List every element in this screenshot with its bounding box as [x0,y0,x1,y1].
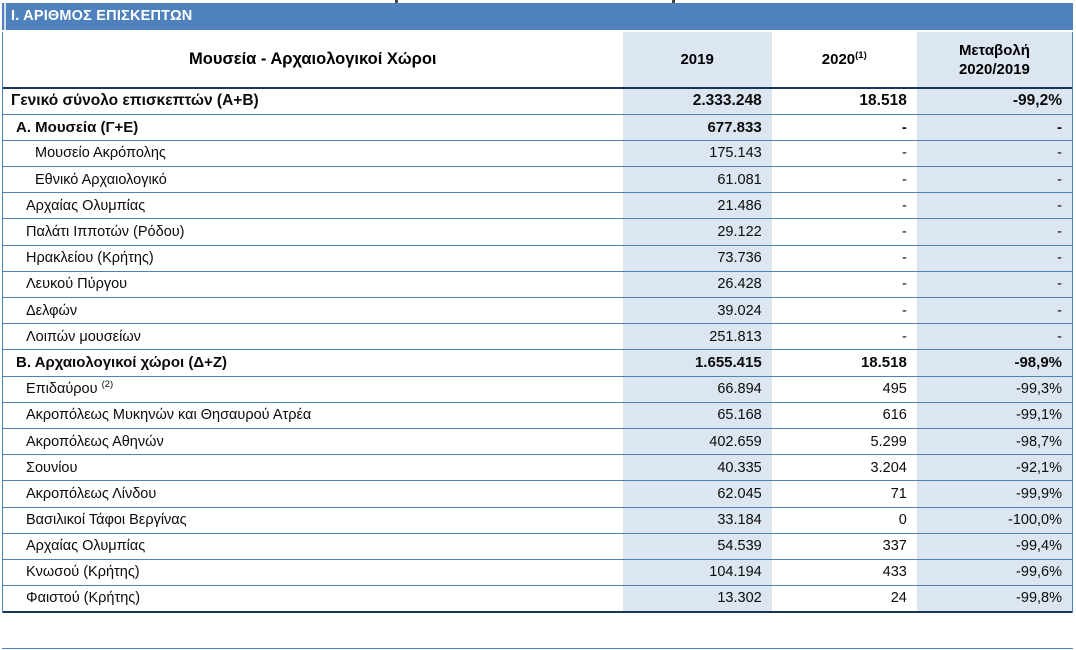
value-2019-cell: 2.333.248 [623,88,772,114]
value-2019-cell: 104.194 [623,559,772,585]
site-name: Κνωσού (Κρήτης) [26,564,140,581]
site-name-cell [3,140,623,166]
table-row [3,586,1072,612]
table-row [3,193,1072,219]
value-2019-cell: 402.659 [623,428,772,454]
site-name: Επιδαύρου [26,381,102,398]
change-percent-cell: -99,2% [917,88,1072,114]
footnote-1-marker: (1) [855,50,867,61]
value-2020-cell: - [772,167,917,193]
site-name: Μουσείο Ακρόπολης [35,145,166,162]
value-2020-cell: 18.518 [772,350,917,376]
site-name-cell [3,402,623,428]
column-header-change [917,32,1072,88]
table-row [3,219,1072,245]
table-row [3,167,1072,193]
value-2020-cell: - [772,114,917,140]
value-2020-cell: 495 [772,376,917,402]
table-row [3,533,1072,559]
change-percent-cell: - [917,167,1072,193]
site-name-cell [3,324,623,350]
section-title: Ι. ΑΡΙΘΜΟΣ ΕΠΙΣΚΕΠΤΩΝ [11,8,193,24]
value-2019-cell: 40.335 [623,455,772,481]
site-name: Β. Αρχαιολογικοί χώροι (Δ+Ζ) [16,354,228,372]
value-2020-cell: - [772,298,917,324]
site-name-cell [3,455,623,481]
table-row [3,245,1072,271]
value-2019-cell: 21.486 [623,193,772,219]
site-name-cell [3,271,623,297]
change-percent-cell: -99,1% [917,402,1072,428]
section-title-bar [2,3,1073,30]
value-2019-cell: 1.655.415 [623,350,772,376]
value-2020-cell: 18.518 [772,88,917,114]
table-body [3,88,1072,612]
year-2020-label: 2020 [821,51,856,68]
table-row [3,324,1072,350]
table-header [3,32,1072,88]
table-row [3,88,1072,114]
table-row [3,376,1072,402]
value-2020-cell: - [772,219,917,245]
change-percent-cell: - [917,140,1072,166]
site-name: Σουνίου [26,459,78,476]
value-2019-cell: 13.302 [623,586,772,612]
change-label-line1: Μεταβολή [958,41,1030,59]
site-name: Φαιστού (Κρήτης) [26,590,141,607]
site-name-cell [3,219,623,245]
table-row [3,350,1072,376]
site-name: Αρχαίας Ολυμπίας [26,197,146,214]
site-name-cell [3,376,623,402]
change-percent-cell: -99,6% [917,559,1072,585]
value-2019-cell: 73.736 [623,245,772,271]
column-header-2020 [772,32,917,88]
value-2019-cell: 26.428 [623,271,772,297]
site-name-cell [3,350,623,376]
table-row [3,114,1072,140]
value-2020-cell: 24 [772,586,917,612]
change-percent-cell: - [917,114,1072,140]
table-row [3,402,1072,428]
site-name-cell [3,298,623,324]
value-2020-cell: - [772,324,917,350]
site-name: Α. Μουσεία (Γ+Ε) [16,118,139,136]
year-2019-label: 2019 [680,51,714,68]
table-row [3,140,1072,166]
change-percent-cell: -99,4% [917,533,1072,559]
value-2019-cell: 39.024 [623,298,772,324]
table-row [3,507,1072,533]
change-percent-cell: -100,0% [917,507,1072,533]
site-name-cell [3,428,623,454]
change-label-line2: 2020/2019 [958,60,1030,78]
change-percent-cell: -92,1% [917,455,1072,481]
value-2020-cell: - [772,140,917,166]
site-name-cell [3,559,623,585]
value-2020-cell: 3.204 [772,455,917,481]
value-2020-cell: 337 [772,533,917,559]
value-2020-cell: 71 [772,481,917,507]
table-row [3,271,1072,297]
value-2020-cell: 616 [772,402,917,428]
change-percent-cell: - [917,298,1072,324]
site-name: Ακροπόλεως Αθηνών [26,433,164,450]
value-2020-cell: 433 [772,559,917,585]
value-2019-cell: 29.122 [623,219,772,245]
footnote-2-marker: (2) [101,379,114,391]
change-percent-cell: - [917,193,1072,219]
site-name-cell [3,507,623,533]
change-percent-cell: - [917,271,1072,297]
change-percent-cell: -99,8% [917,586,1072,612]
site-name-cell [3,114,623,140]
value-2020-cell: 5.299 [772,428,917,454]
value-2019-cell: 62.045 [623,481,772,507]
change-percent-cell: - [917,219,1072,245]
site-name-cell [3,245,623,271]
site-name: Λοιπών μουσείων [26,328,141,345]
site-name-cell [3,193,623,219]
value-2019-cell: 66.894 [623,376,772,402]
table-row [3,428,1072,454]
change-percent-cell: -98,7% [917,428,1072,454]
change-percent-cell: - [917,324,1072,350]
site-name-cell [3,481,623,507]
table-row [3,559,1072,585]
site-name: Αρχαίας Ολυμπίας [26,538,146,555]
site-name: Δελφών [26,302,78,319]
table-row [3,455,1072,481]
visitors-table [3,32,1072,613]
value-2020-cell: - [772,271,917,297]
value-2019-cell: 61.081 [623,167,772,193]
site-name-cell [3,88,623,114]
site-name: Ακροπόλεως Λίνδου [26,485,157,502]
site-name: Γενικό σύνολο επισκεπτών (Α+Β) [11,92,259,110]
change-percent-cell: -99,3% [917,376,1072,402]
value-2020-cell: - [772,193,917,219]
value-2019-cell: 54.539 [623,533,772,559]
column-header-name: Μουσεία - Αρχαιολογικοί Χώροι [3,32,623,88]
table-row [3,298,1072,324]
visitors-table-sheet [2,3,1073,613]
value-2019-cell: 677.833 [623,114,772,140]
site-name: Ηρακλείου (Κρήτης) [26,250,154,267]
column-header-2019 [623,32,772,88]
value-2019-cell: 175.143 [623,140,772,166]
site-name-cell [3,167,623,193]
cropped-next-row-border [2,648,1073,649]
value-2020-cell: 0 [772,507,917,533]
change-percent-cell: - [917,245,1072,271]
change-percent-cell: -99,9% [917,481,1072,507]
site-name: Ακροπόλεως Μυκηνών και Θησαυρού Ατρέα [26,407,312,424]
visitors-table-wrapper [2,32,1073,613]
value-2019-cell: 65.168 [623,402,772,428]
site-name: Λευκού Πύργου [26,276,128,293]
table-row [3,481,1072,507]
value-2019-cell: 251.813 [623,324,772,350]
change-percent-cell: -98,9% [917,350,1072,376]
site-name-cell [3,533,623,559]
header-row [3,32,1072,88]
site-name: Βασιλικοί Τάφοι Βεργίνας [26,512,187,529]
site-name: Παλάτι Ιπποτών (Ρόδου) [26,224,185,241]
value-2020-cell: - [772,245,917,271]
site-name: Εθνικό Αρχαιολογικό [35,171,167,188]
value-2019-cell: 33.184 [623,507,772,533]
site-name-cell [3,586,623,612]
